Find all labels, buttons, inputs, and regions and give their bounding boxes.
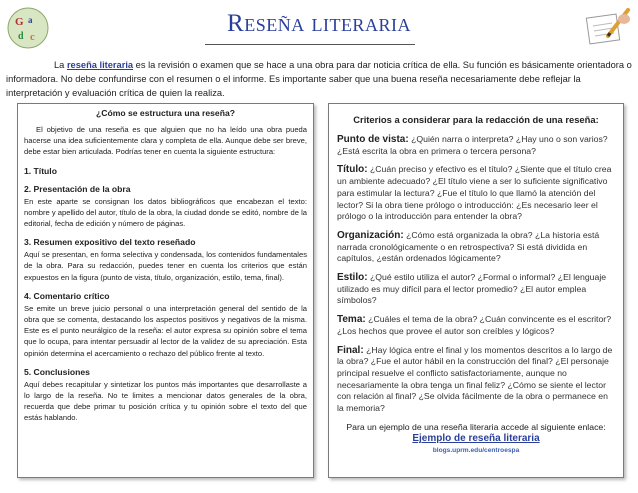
criterion-item: Organización: ¿Cómo está organizada la obra? ¿La historia está narrada cronológicamente o en retrospectiva? Si está dividida en capítulos, ¿están ordenados lógicamente? (337, 229, 600, 264)
section-title: 5. Conclusiones (24, 366, 90, 377)
structure-heading: ¿Cómo se estructura una reseña? (96, 108, 235, 118)
criterion-item: Título: ¿Cuán preciso y efectivo es el título? ¿Siente que el título crea un ambiente adecuado? ¿El título viene a ser lo suficiente significativo para estimular la lectura? ¿Fue el título lo que llamó la atención del lector? Si la obra tiene prólogo o introducción: ¿Es necesario leer el prólogo o la introducción para entender la obra? (337, 164, 612, 222)
footer-text: Para un ejemplo de una reseña literaria accede al siguiente enlace: (346, 421, 606, 432)
intro-paragraph: La reseña literaria es la revisión o examen que se hace a una obra para dar noticia crítica de ella. Su función es básicamente orientadora o informadora. No debe confundirse con el resumen o el informe. Es importante saber que una buena reseña necesariamente debe reflejar la interpretación y evaluación crítica de quien la realiza. (6, 60, 632, 98)
section-text: En este aparte se consignan los datos bibliográficos que encabezan el texto: nombre y apellido del autor, título de la obra, la ciudad donde se editó, nombre de la editorial, fecha de edición y número de páginas. (24, 196, 307, 229)
example-link[interactable]: Ejemplo de reseña literaria (412, 433, 540, 445)
criteria-heading: Criterios a considerar para la redacción de una reseña: (353, 114, 599, 125)
page-title: Reseña literaria (227, 10, 411, 37)
structure-intro: El objetivo de una reseña es que alguien que no ha leído una obra pueda hacerse una idea suficientemente clara y completa de ella. Aunque debe ser breve, debe estar bien articulada. Podrías tener en cuenta la siguiente estructura: (24, 125, 307, 157)
pencil-writing-icon (584, 6, 632, 46)
section-title: 3. Resumen expositivo del texto reseñado (24, 237, 196, 248)
structure-panel (17, 103, 314, 478)
criterion-item: Tema: ¿Cuáles el tema de la obra? ¿Cuán convincente es el escritor? ¿Los hechos que provee el autor son creíbles y lógicos? (337, 314, 612, 336)
svg-text:c: c (30, 31, 35, 43)
criteria-panel (328, 103, 624, 478)
example-footer (337, 422, 615, 457)
svg-text:d: d (18, 31, 24, 42)
section-text: Aquí se presentan, en forma selectiva y condensada, los contenidos fundamentales de la obra. Para su redacción, puedes tener en cuenta los criterios que están expuestos en la figura (punto de vista, título, organización, estilo, tema, final). (24, 250, 307, 282)
footer-url: blogs.uprm.edu/centroespa (432, 446, 520, 454)
section-text: Aquí debes recapitular y sintetizar los puntos más importantes que desarrollaste a lo largo de la reseña. No te limites a mencionar datos generales de la obra, recuerda que debe primar tu posición crítica y tu opinión sobre el texto del que estás hablando. (24, 379, 307, 423)
section-text: Se emite un breve juicio personal o una interpretación general del sentido de la obra que se comenta, destacando los aspectos positivos y negativos de la misma. Este es el punto neurálgico de la reseña: el autor expresa su opinión sobre el tema que lo ocupa, para intentar persuadir al lector de la validez de su apreciación. Esta opinión determina el acercamiento o rechazo del público frente al texto. (24, 303, 307, 358)
criterion-item: Final: ¿Hay lógica entre el final y los momentos descritos a lo largo de la obra? ¿Fue el autor hábil en la construcción del final? ¿El personaje principal resuelve el conflicto satisfactoriamente, aunque no necesariamente la obra tenga un final feliz? ¿Cómo se siente el lector con relación al final? ¿Se olvida fácilmente de la obra o permanece en la memoria? (337, 344, 613, 414)
section-title: 1. Título (24, 165, 57, 176)
criterion-item: Estilo: ¿Qué estilo utiliza el autor? ¿Formal o informal? ¿El lenguaje utilizado es muy difícil para el lector promedio? ¿El autor emplea símbolos? (337, 272, 607, 306)
svg-text:G: G (15, 16, 24, 28)
keyword-resena: reseña literaria (66, 60, 134, 70)
section-title: 4. Comentario crítico (24, 290, 110, 301)
svg-text:a: a (28, 15, 33, 25)
title-divider (205, 44, 415, 45)
criterion-item: Punto de vista: ¿Quién narra o interpreta? ¿Hay uno o son varios? ¿Está escrita la obra en primera o tercera persona? (337, 134, 608, 156)
section-title: 2. Presentación de la obra (24, 183, 131, 194)
